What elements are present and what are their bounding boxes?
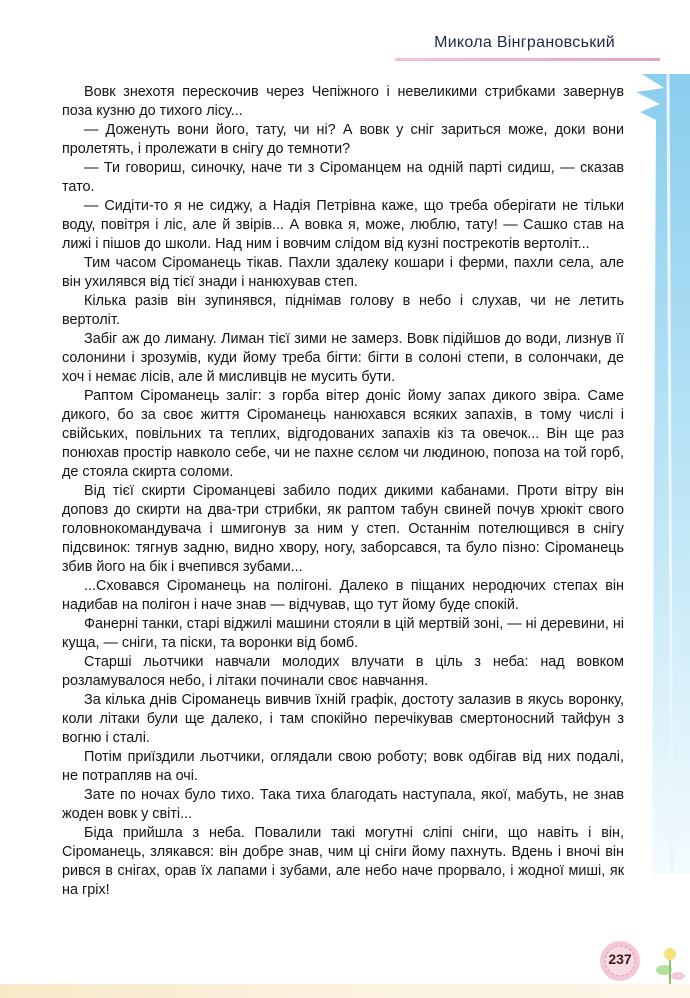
paragraph: Вовк знехотя перескочив через Чепіжного і невеликими стрибками завернув поза кузню до тихого лісу... [62,84,624,119]
author-name: Микола Вінграновський [434,34,615,51]
paragraph: Зате по ночах було тихо. Така тиха благодать наступала, якої, мабуть, не знав жоден вовк у світі... [62,787,624,822]
paragraph: Старші льотчики навчали молодих влучати в ціль з неба: над вовком розламувалося небо, і літаки починали своє навчання. [62,654,624,689]
page-header [395,34,660,64]
paragraph: — Ти говориш, синочку, наче ти з Сіроманцем на одній парті сидиш, — сказав тато. [62,160,624,195]
bottom-decor-strip [0,984,690,998]
paragraph: Від тієї скирти Сіроманцеві забило подих дикими кабанами. Проти вітру він доповз до скирти на два-три стрибки, як раптом табун свиней почув хрюкіт свого головнокомандувача і шмигонув за ним у степ. Останнім потелющився в снігу підсвинок: тягнув задню, видно хвору, ногу, заборсався, та було пізно: Сіроманець збив його на бік і вчепився зубами... [62,483,624,575]
paragraph: — Сидіти-то я не сиджу, а Надія Петрівна каже, що треба оберігати не тільки воду, повітря і ліс, але й звірів... А вовка я, може, люблю, тату! — Сашко став на лижі і пішов до школи. Над ним і вовчим слідом від кузні пострекотів вертоліт... [62,198,624,252]
paragraph: Біда прийшла з неба. Повалили такі могутні сліпі сніги, що навіть і він, Сіроманець, злякався: він добре знав, чим ці сніги йому пахнуть. Вдень і вночі він рився в снігах, орав їх лапами і зубами, але небо наче прорвало, і жодної миші, як на гріх! [62,825,624,898]
paragraph: Потім приїздили льотчики, оглядали свою роботу; вовк одбігав від них подалі, не потрапляв на очі. [62,749,624,784]
page-number: 237 [608,951,632,967]
paragraph: Тим часом Сіроманець тікав. Пахли здалеку кошари і ферми, пахли села, але він ухилявся від тієї знади і нанюхував степ. [62,255,624,290]
story-text [62,83,624,900]
header-divider [395,58,660,61]
paragraph: Фанерні танки, старі віджилі машини стояли в цій мертвій зоні, — ні деревини, ні куща, — сніги, та піски, та воронки від бомб. [62,616,624,651]
paragraph: Забіг аж до лиману. Лиман тієї зими не замерз. Вовк підійшов до води, лизнув її солонини і зрозумів, куди йому треба бігти: бігти в солоні степи, в солончаки, де хоч і немає лісів, але й мисливців не мусить бути. [62,331,624,385]
paragraph: Кілька разів він зупинявся, піднімав голову в небо і слухав, чи не летить вертоліт. [62,293,624,328]
paragraph: За кілька днів Сіроманець вивчив їхній графік, достоту залазив в якусь воронку, коли літаки були ще далеко, і там спокійно перечікував смертоносний тайфун з вогню і сталі. [62,692,624,746]
paragraph: Раптом Сіроманець заліг: з горба вітер доніс йому запах дикого звіра. Саме дикого, бо за своє життя Сіроманець нанюхався всяких запахів, в тому числі і свійських, повільних та теплих, відгодованих запахів кіз та овечок... Він ще раз понюхав простір навколо себе, чи не пахне сєлом чи людиною, попоза на той горб, де стояла скирта соломи. [62,388,624,480]
paragraph: — Доженуть вони його, тату, чи ні? А вовк у сніг зариться може, доки вони пролетять, і пролежати в снігу до темноти? [62,122,624,157]
paragraph: ...Сховався Сіроманець на полігоні. Далеко в піщаних неродючих степах він надибав на полігон і наче знав — відчував, що тут йому буде спокій. [62,578,624,613]
